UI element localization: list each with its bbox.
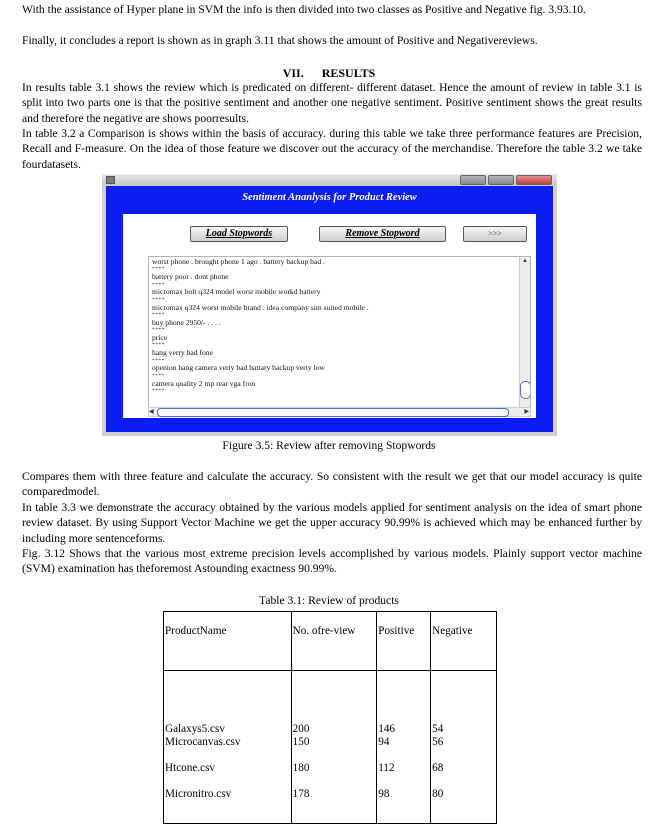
- products-table: [163, 611, 497, 824]
- table-cell: 68: [432, 762, 444, 774]
- scroll-up-icon[interactable]: ▲: [522, 258, 528, 264]
- section-heading: [0, 66, 658, 81]
- table-cell: 146: [378, 723, 396, 735]
- table-cell: Microcanvas.csv: [165, 736, 241, 748]
- paragraph-hyperplane: With the assistance of Hyper plane in SVM the info is then divided into two classes as Positive and Negative fig. 3.93.10.: [22, 3, 586, 16]
- review-item-mark: ****: [152, 388, 165, 395]
- table-cell: Micronitro.csv: [165, 788, 232, 800]
- header-negative: Negative: [431, 612, 497, 671]
- app-icon: [106, 176, 115, 184]
- window-titlebar: [102, 174, 557, 185]
- review-items: [152, 258, 512, 395]
- negative-cell: [431, 671, 497, 824]
- scroll-thumb[interactable]: [520, 381, 531, 399]
- review-item-text[interactable]: micromax bolt q324 model worst mobile workd battery: [152, 287, 321, 297]
- table-cell: 200: [292, 723, 310, 735]
- review-item-text[interactable]: worst phone . brought phone 1 ago . battery backup bad .: [152, 257, 325, 266]
- table-cell: Galaxys5.csv: [165, 723, 225, 735]
- content-area: [123, 214, 536, 418]
- table-cell: Htcone.csv: [165, 762, 216, 774]
- table-caption: Table 3.1: Review of products: [259, 594, 399, 607]
- table-cell: 56: [432, 736, 444, 748]
- scroll-left-icon[interactable]: ◀: [149, 409, 154, 415]
- review-item-text[interactable]: camera quality 2 mp rear vga fron: [152, 378, 256, 388]
- table-cell: 54: [432, 723, 444, 735]
- header-product-name: ProductName: [164, 612, 292, 671]
- load-stopwords-button[interactable]: Load Stopwords: [190, 226, 288, 242]
- section-title: RESULTS: [321, 66, 376, 80]
- table-cell: 80: [432, 788, 444, 800]
- figure-screenshot: [102, 174, 557, 436]
- figure-caption: Figure 3.5: Review after removing Stopwords: [222, 439, 436, 452]
- table-cell: 94: [378, 736, 390, 748]
- table-body-row: [164, 671, 497, 824]
- next-button[interactable]: >>>: [463, 226, 527, 242]
- horizontal-scrollbar[interactable]: [148, 407, 531, 417]
- horizontal-scroll-thumb[interactable]: [157, 408, 509, 417]
- paragraph-compares: Compares them with three feature and calculate the accuracy. So consistent with the result we get that our model accuracy is quite comparedmodel.: [22, 470, 642, 499]
- review-item-text[interactable]: price: [152, 333, 168, 343]
- paragraph-fig312: Fig. 3.12 Shows that the various most extreme precision levels accomplished by various models. Plainly support vector machine (SVM) examination has theforemost Astounding exactness 90.99%.: [22, 547, 642, 576]
- table-cell: 98: [378, 788, 390, 800]
- review-item-text[interactable]: openion hang camera verty bad battary backup verty low: [152, 363, 325, 373]
- vertical-scrollbar[interactable]: [519, 257, 530, 407]
- maximize-button[interactable]: [488, 175, 514, 185]
- table-cell: 178: [292, 788, 310, 800]
- review-item-mark: ****: [152, 342, 165, 349]
- review-item-mark: ****: [152, 372, 165, 379]
- review-count-cell: [291, 671, 377, 824]
- header-positive: Positive: [377, 612, 431, 671]
- remove-stopword-button[interactable]: Remove Stopword: [319, 226, 446, 242]
- review-item-text[interactable]: hang verry bad fone: [152, 348, 213, 358]
- panel-title: Sentiment Ananlysis for Product Review: [242, 192, 417, 203]
- paragraph-report: Finally, it concludes a report is shown as in graph 3.11 that shows the amount of Positive and Negativereviews.: [22, 34, 538, 47]
- review-item-mark: ****: [152, 281, 165, 288]
- paragraph-table33: In table 3.3 we demonstrate the accuracy obtained by the various models applied for sentiment analysis on the idea of smart phone review dataset. By using Support Vector Machine we get the upper accuracy 90.99% is achieved which may be enhanced further by including more sentenceforms.: [22, 501, 642, 545]
- minimize-button[interactable]: [460, 175, 486, 185]
- review-item-text[interactable]: micromax q324 worst mobile brand . idea company sim suited mobile .: [152, 302, 369, 312]
- review-item-mark: ****: [152, 296, 165, 303]
- header-no-of-review: No. ofre-view: [291, 612, 377, 671]
- review-item-text[interactable]: buy phone 2950/- . . . .: [152, 317, 221, 327]
- app-panel: [106, 186, 553, 432]
- review-item-mark: ****: [152, 357, 165, 364]
- table-header-row: [164, 612, 497, 671]
- review-item-mark: ****: [152, 312, 165, 319]
- table-cell: 150: [292, 736, 310, 748]
- positive-cell: [377, 671, 431, 824]
- review-item-text[interactable]: battery poor . dont phone: [152, 272, 229, 282]
- review-list[interactable]: [148, 256, 531, 408]
- paragraph-table32: In table 3.2 a Comparison is shows within the basis of accuracy. during this table we take three performance features are Precision, Recall and F-measure. On the idea of those feature we discover out the accuracy of the merchandise. Therefore the table 3.2 we take fourdatasets.: [22, 127, 642, 171]
- section-number: VII.: [282, 66, 304, 80]
- paragraph-results-table31: In results table 3.1 shows the review which is predicated on different- different dataset. Hence the amount of review in table 3.1 is split into two parts one is that the positive sentiment and another one negative sentiment. Positive sentiment shows the great results and therefore the negative are shows poorresults.: [22, 81, 642, 125]
- table-cell: 180: [292, 762, 310, 774]
- review-item-mark: ****: [152, 327, 165, 334]
- close-button[interactable]: [516, 175, 552, 185]
- review-item-mark: ****: [152, 266, 165, 273]
- table-cell: 112: [378, 762, 395, 774]
- scroll-right-icon[interactable]: ▶: [524, 409, 529, 415]
- product-name-cell: [164, 671, 292, 824]
